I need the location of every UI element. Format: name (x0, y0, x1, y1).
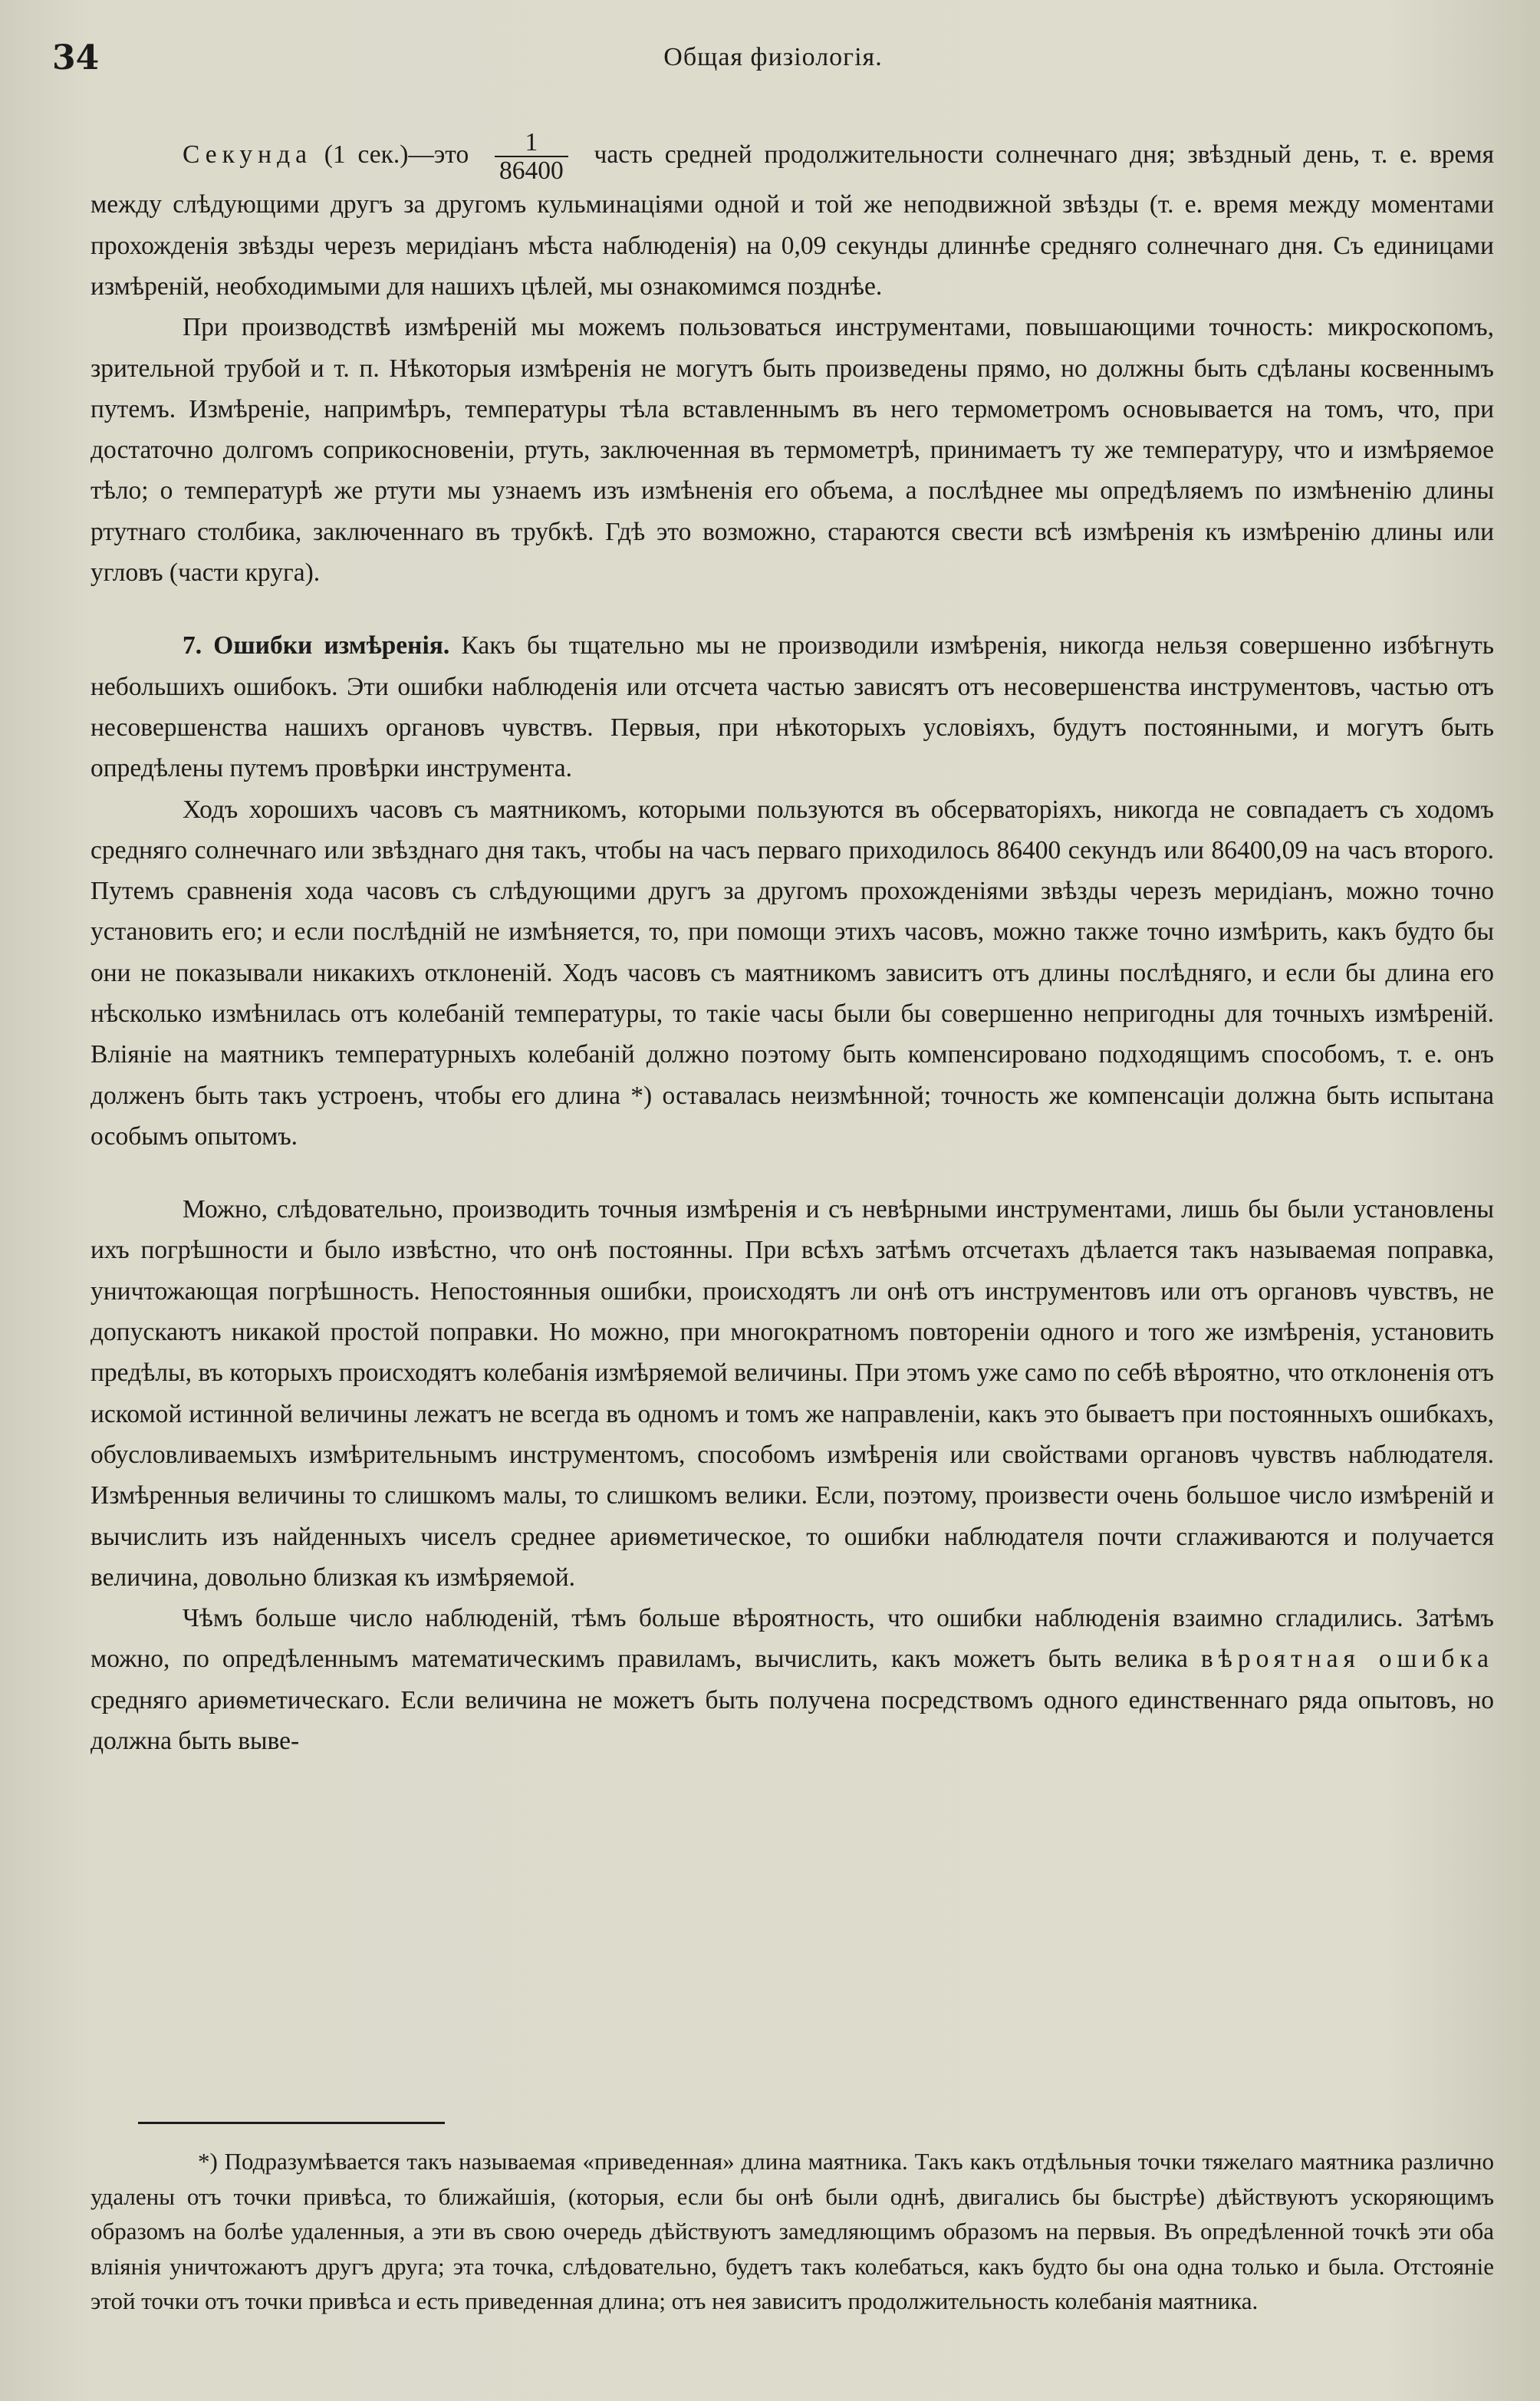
fraction-numerator: 1 (495, 129, 568, 157)
paragraph-probable-error (90, 1598, 1494, 1761)
term-probable-error: вѣроятная ошибка (1200, 1645, 1495, 1674)
fraction (495, 129, 568, 184)
text-before-fraction: (1 сек.)—это (324, 140, 469, 169)
section-heading: 7. Ошибки измѣренiя. (183, 631, 450, 660)
footnote-reduced-length: *) Подразумѣвается такъ называемая «приведенная» длина маятника. Такъ какъ отдѣльныя точки тяжелаго маятника различно удалены отъ точки привѣса, то ближайшiя, (которыя, если бы онѣ были однѣ, двигались бы быстрѣе) дѣйствуютъ ускоряющимъ образомъ на болѣе удаленныя, а эти въ свою очередь дѣйствуютъ замедляющимъ образомъ на первыя. Въ опредѣленной точкѣ эти оба влiянiя уничтожаютъ другъ друга; эта точка, слѣдовательно, будетъ такъ колебаться, какъ будто бы она одна только и была. Отстоянiе этой точки отъ точки привѣса и есть приведенная длина; отъ нея зависитъ продолжительность колебанiя маятника. (90, 2148, 1494, 2314)
footnote-divider (138, 2122, 445, 2124)
term-second: Секунда (183, 140, 313, 169)
page-number: 34 (52, 38, 100, 77)
spacer (90, 1157, 1494, 1189)
running-title: Общая физiологiя. (663, 43, 883, 71)
text-before-spaced: Чѣмъ больше число наблюденiй, тѣмъ больше вѣроятность, что ошибки наблюденiя взаимно сгладились. Затѣмъ можно, по опредѣленнымъ математическимъ правиламъ, вычислить, какъ можетъ быть велика (90, 1604, 1494, 1674)
paragraph-corrections: Можно, слѣдовательно, производить точныя измѣренiя и съ невѣрными инструментами, лишь бы были установлены ихъ погрѣшности и было извѣстно, что онѣ постоянны. При всѣхъ затѣмъ отсчетахъ дѣлается такъ называемая поправка, уничтожающая погрѣшность. Непостоянныя ошибки, происходятъ ли онѣ отъ инструментовъ или отъ органовъ чувствъ, не допускаютъ никакой простой поправки. Но можно, при многократномъ повторенiи одного и того же измѣренiя, установить предѣлы, въ которыхъ происходятъ колебанiя измѣряемой величины. При этомъ уже само по себѣ вѣроятно, что отклоненiя отъ искомой истинной величины лежатъ не всегда въ одномъ и томъ же направленiи, какъ это бываетъ при постоянныхъ ошибкахъ, обусловливаемыхъ измѣрительнымъ инструментомъ, способомъ измѣренiя или свойствами органовъ чувствъ наблюдателя. Измѣренныя величины то слишкомъ малы, то слишкомъ велики. Если, поэтому, произвести очень большое число измѣренiй и вычислить изъ найденныхъ чиселъ среднее ариѳметическое, то ошибки наблюдателя почти сглаживаются и получается величина, довольно близкая къ измѣряемой. (90, 1195, 1494, 1592)
footnote-area (90, 2144, 1494, 2319)
fraction-denominator: 86400 (499, 156, 564, 186)
paragraph-second-definition (90, 129, 1494, 307)
page-body (90, 129, 1494, 1761)
section-text: Какъ бы тщательно мы не производили измѣренiя, никогда нельзя совершенно избѣгнуть небольшихъ ошибокъ. Эти ошибки наблюденiя или отсчета частью зависятъ отъ несовершенства инструментовъ, частью отъ несовершенства нашихъ органовъ чувствъ. Первыя, при нѣкоторыхъ условiяхъ, будутъ постоянными, и могутъ быть опредѣлены путемъ провѣрки инструмента. (90, 631, 1495, 783)
page-header (52, 38, 1494, 84)
paragraph-instruments: При производствѣ измѣренiй мы можемъ пользоваться инструментами, повышающими точность: микроскопомъ, зрительной трубой и т. п. Нѣкоторыя измѣренiя не могутъ быть произведены прямо, но должны быть сдѣланы косвеннымъ путемъ. Измѣренiе, напримѣръ, температуры тѣла вставленнымъ въ него термометромъ основывается на томъ, что, при достаточно долгомъ соприкосновенiи, ртуть, заключенная въ термометрѣ, принимаетъ ту же температуру, что и измѣряемое тѣло; о температурѣ же ртути мы узнаемъ изъ измѣненiя его объема, а послѣднее мы опредѣляемъ по измѣненiю длины ртутнаго столбика, заключеннаго въ трубкѣ. Гдѣ это возможно, стараются свести всѣ измѣренiя къ измѣренiю длины или угловъ (части круга). (90, 313, 1494, 588)
spacer (90, 593, 1494, 625)
text-after-spaced: средняго ариѳметическаго. Если величина не можетъ быть получена посредствомъ одного единственнаго ряда опытовъ, но должна быть выве- (90, 1685, 1494, 1756)
text-after-fraction: часть средней продолжительности солнечнаго дня; звѣздный день, т. е. время между слѣдующими другъ за другомъ кульминацiями одной и той же неподвижной звѣзды (т. е. время между моментами прохожденiя звѣзды черезъ меридiанъ мѣста наблюденiя) на 0,09 секунды длиннѣе средняго солнечнаго дня. Съ единицами измѣренiй, необходимыми для нашихъ цѣлей, мы ознакомимся позднѣе. (90, 140, 1495, 301)
paragraph-measurement-errors (90, 625, 1494, 789)
paragraph-pendulum-clock: Ходъ хорошихъ часовъ съ маятникомъ, которыми пользуются въ обсерваторiяхъ, никогда не совпадаетъ съ ходомъ средняго солнечнаго или звѣзднаго дня такъ, чтобы на часъ перваго приходилось 86400 секундъ или 86400,09 на часъ второго. Путемъ сравненiя хода часовъ съ слѣдующими другъ за другомъ прохожденiями звѣзды черезъ меридiанъ, можно точно установить его; и если послѣднiй не измѣняется, то, при помощи этихъ часовъ, можно также точно измѣрить, какъ будто бы они не показывали никакихъ отклоненiй. Ходъ часовъ съ маятникомъ зависитъ отъ длины послѣдняго, и если бы длина его нѣсколько измѣнилась отъ колебанiй температуры, то такiе часы были бы совершенно непригодны для точныхъ измѣренiй. Влiянiе на маятникъ температурныхъ колебанiй должно поэтому быть компенсировано подходящимъ способомъ, т. е. онъ долженъ быть такъ устроенъ, чтобы его длина *) оставалась неизмѣнной; точность же компенсацiи должна быть испытана особымъ опытомъ. (90, 795, 1494, 1151)
